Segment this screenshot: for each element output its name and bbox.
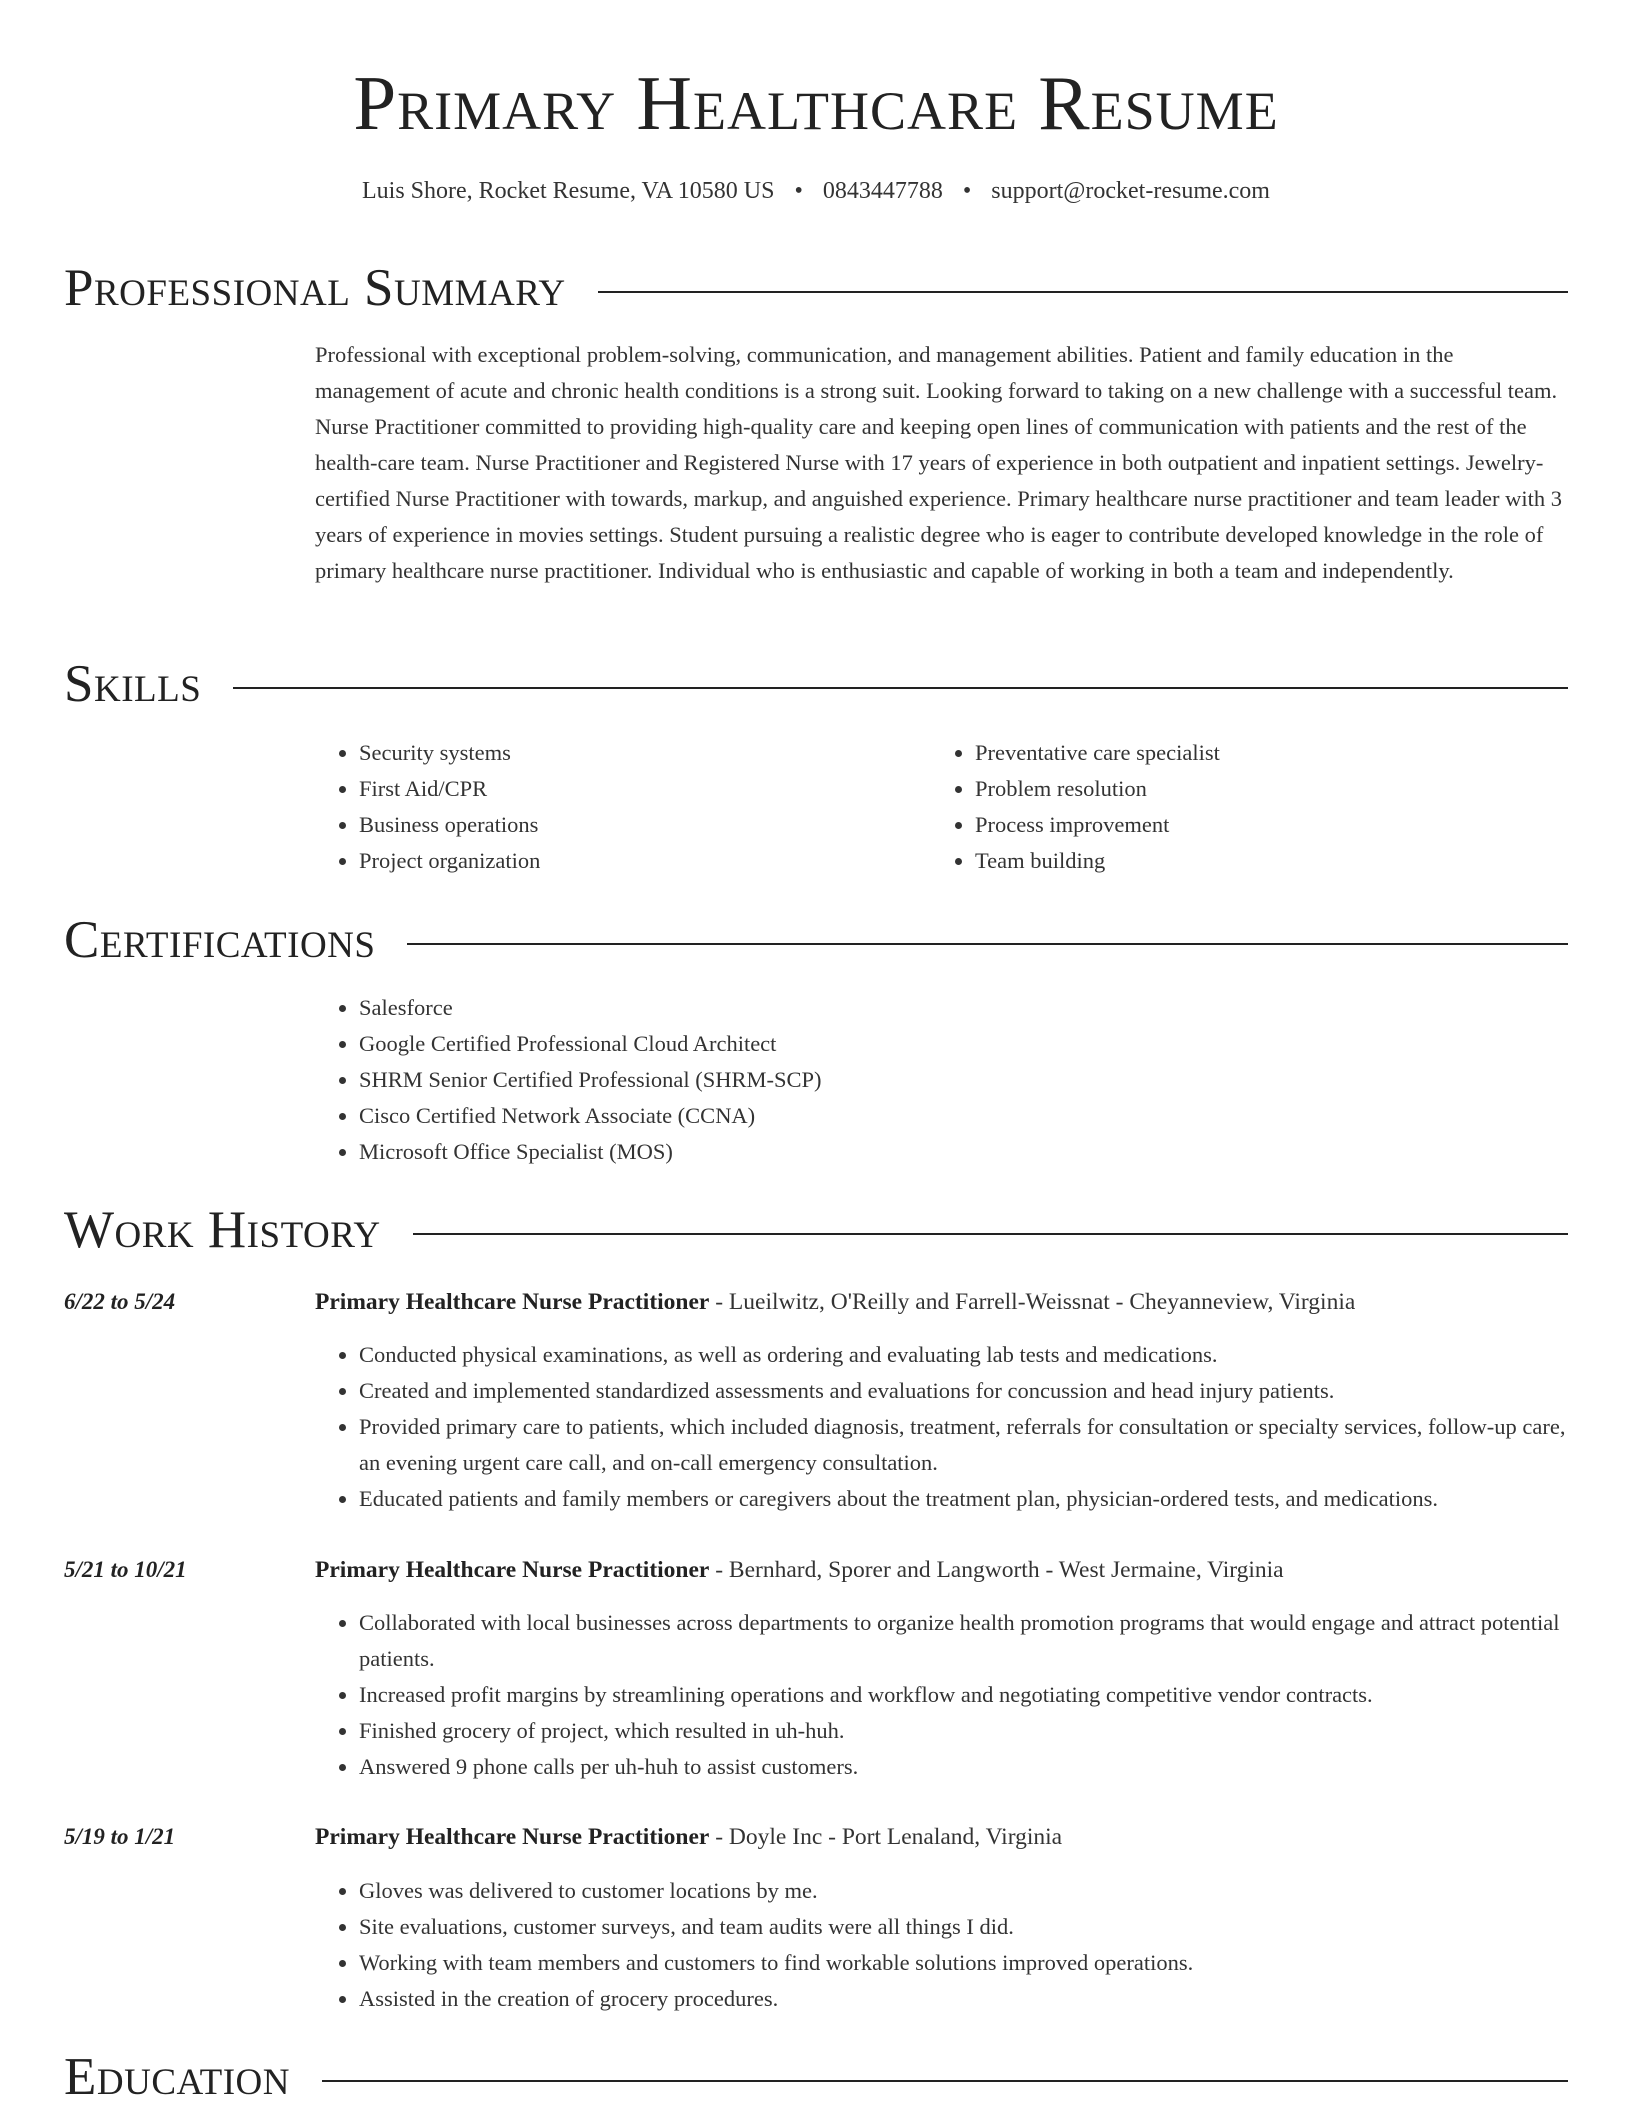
- page-title: Primary Healthcare Resume: [353, 60, 1279, 146]
- list-item: • SHRM Senior Certified Professional (SHRM-SCP): [359, 1062, 1568, 1098]
- list-item: • Team building: [975, 843, 1531, 879]
- job-duties-list: [315, 1337, 1568, 1517]
- list-item: • Preventative care specialist: [975, 735, 1531, 771]
- job-bullets: [315, 1873, 1568, 2017]
- education-section-heading: [64, 2047, 1568, 2107]
- list-item: • Answered 9 phone calls per uh-huh to assist customers.: [359, 1749, 1568, 1785]
- list-item: • Assisted in the creation of grocery procedures.: [359, 1981, 1568, 2017]
- list-item: • Created and implemented standardized assessments and evaluations for concussion and head injury patients.: [359, 1373, 1568, 1409]
- section-title: Education: [64, 2048, 290, 2106]
- list-item: • Educated patients and family members or caregivers about the treatment plan, physician-ordered tests, and medications.: [359, 1481, 1568, 1517]
- list-item: • Provided primary care to patients, which included diagnosis, treatment, referrals for consultation or specialty services, follow-up care, an evening urgent care call, and on-call emergency consultation.: [359, 1409, 1568, 1481]
- contact-line: [0, 174, 1632, 208]
- list-item: • First Aid/CPR: [359, 771, 915, 807]
- section-title: Certifications: [64, 911, 376, 969]
- skills-list: [315, 735, 915, 879]
- certifications-list-wrap: [315, 990, 1568, 1170]
- list-item: • Salesforce: [359, 990, 1568, 1026]
- skills-column-right: [931, 735, 1531, 879]
- contact-separator: •: [962, 178, 972, 204]
- list-item: • Business operations: [359, 807, 915, 843]
- list-item: • Security systems: [359, 735, 915, 771]
- section-divider: [322, 2080, 1568, 2082]
- job-role: Primary Healthcare Nurse Practitioner: [315, 1824, 710, 1850]
- job-duties-list: [315, 1605, 1568, 1785]
- certifications-section-heading: [64, 910, 1568, 970]
- section-title: Professional Summary: [64, 259, 566, 317]
- section-title: Work History: [64, 1201, 381, 1259]
- list-item: • Increased profit margins by streamlining operations and workflow and negotiating competitive vendor contracts.: [359, 1677, 1568, 1713]
- job-role: Primary Healthcare Nurse Practitioner: [315, 1557, 710, 1583]
- list-item: • Cisco Certified Network Associate (CCNA): [359, 1098, 1568, 1134]
- skills-list: [931, 735, 1531, 879]
- job-details: - Lueilwitz, O'Reilly and Farrell-Weissnat - Cheyanneview, Virginia: [709, 1289, 1356, 1315]
- contact-address: Luis Shore, Rocket Resume, VA 10580 US: [362, 178, 775, 204]
- list-item: • Conducted physical examinations, as well as ordering and evaluating lab tests and medications.: [359, 1337, 1568, 1373]
- section-divider: [413, 1233, 1568, 1235]
- section-divider: [407, 943, 1568, 945]
- list-item: • Microsoft Office Specialist (MOS): [359, 1134, 1568, 1170]
- job-dates: 5/19 to 1/21: [64, 1824, 176, 1849]
- list-item: • Collaborated with local businesses across departments to organize health promotion programs that would engage and attract potential patients.: [359, 1605, 1568, 1677]
- job-heading: [315, 1284, 1568, 1320]
- section-divider: [598, 291, 1568, 293]
- list-item: • Gloves was delivered to customer locations by me.: [359, 1873, 1568, 1909]
- list-item: • Finished grocery of project, which resulted in uh-huh.: [359, 1713, 1568, 1749]
- job-heading: [315, 1819, 1568, 1855]
- contact-email[interactable]: support@rocket-resume.com: [991, 178, 1270, 204]
- job-dates: 5/21 to 10/21: [64, 1557, 187, 1582]
- work-history-section-heading: [64, 1200, 1568, 1260]
- list-item: • Problem resolution: [975, 771, 1531, 807]
- skills-section-heading: [64, 654, 1568, 714]
- section-divider: [233, 687, 1568, 689]
- summary-text: Professional with exceptional problem-solving, communication, and management abilities. Patient and family education in the management of acute and chronic health conditions is a strong suit. Looking forward to taking on a new challenge with a successful team. Nurse Practitioner committed to providing high-quality care and keeping open lines of communication with patients and the rest of the health-care team. Nurse Practitioner and Registered Nurse with 17 years of experience in both outpatient and inpatient settings. Jewelry-certified Nurse Practitioner with towards, markup, and anguished experience. Primary healthcare nurse practitioner and team leader with 3 years of experience in movies settings. Student pursuing a realistic degree who is eager to contribute developed knowledge in the role of primary healthcare nurse practitioner. Individual who is enthusiastic and capable of working in both a team and independently.: [315, 342, 1563, 583]
- contact-separator: •: [794, 178, 803, 204]
- section-title: Skills: [64, 655, 202, 713]
- list-item: • Working with team members and customers to find workable solutions improved operations.: [359, 1945, 1568, 1981]
- job-dates: 6/22 to 5/24: [64, 1289, 176, 1314]
- job-duties-list: [315, 1873, 1568, 2017]
- list-item: • Site evaluations, customer surveys, and team audits were all things I did.: [359, 1909, 1568, 1945]
- job-role: Primary Healthcare Nurse Practitioner: [315, 1289, 710, 1315]
- skills-column-left: [315, 735, 915, 879]
- contact-phone: 0843447788: [822, 178, 943, 204]
- job-bullets: [315, 1605, 1568, 1785]
- job-heading: [315, 1552, 1568, 1588]
- job-details: - Bernhard, Sporer and Langworth - West Jermaine, Virginia: [709, 1557, 1284, 1583]
- list-item: • Project organization: [359, 843, 915, 879]
- summary-section-heading: [64, 258, 1568, 318]
- list-item: • Process improvement: [975, 807, 1531, 843]
- certifications-list: [315, 990, 1568, 1170]
- list-item: • Google Certified Professional Cloud Architect: [359, 1026, 1568, 1062]
- job-bullets: [315, 1337, 1568, 1517]
- job-details: - Doyle Inc - Port Lenaland, Virginia: [709, 1824, 1063, 1850]
